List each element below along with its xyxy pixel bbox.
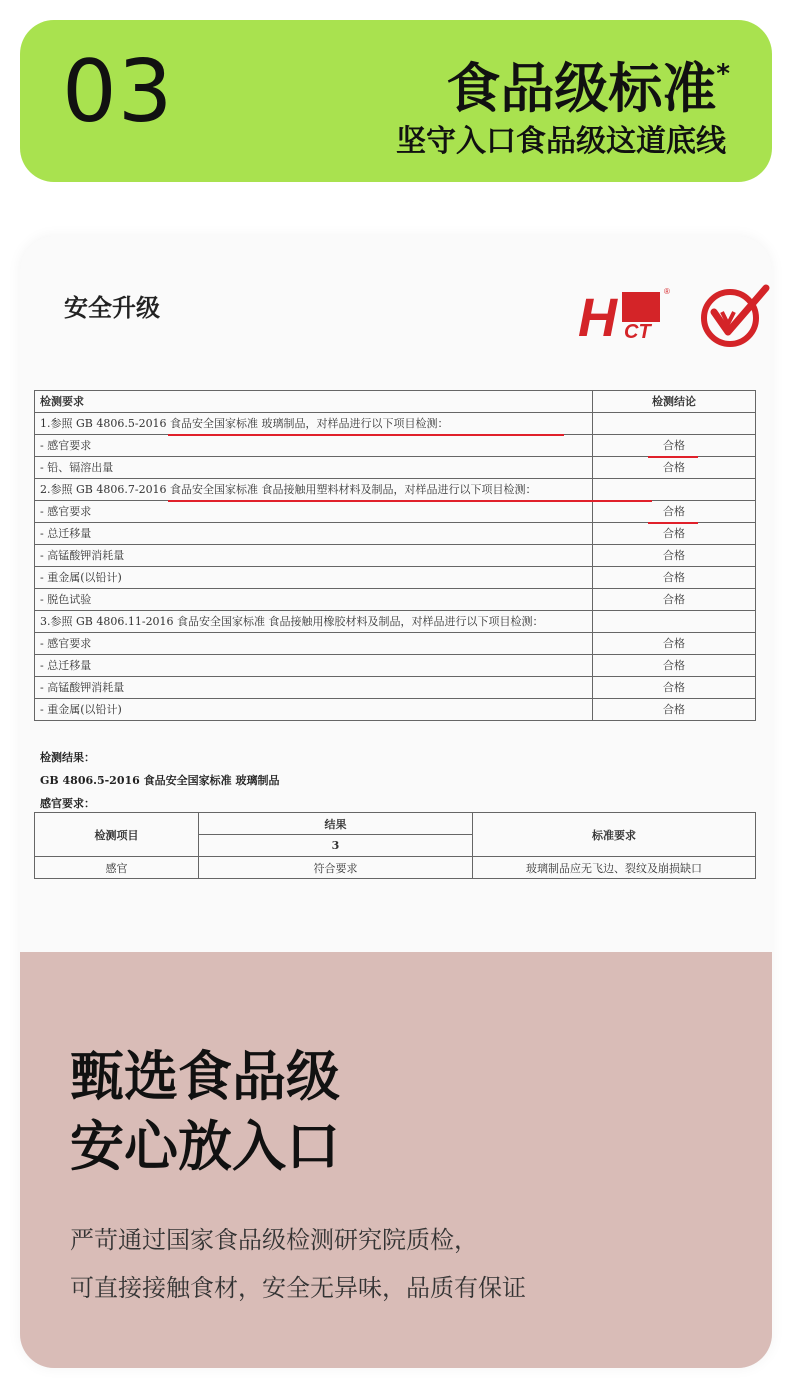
notes-line: GB 4806.5-2016 食品安全国家标准 玻璃制品 — [40, 774, 280, 787]
row-result: 合格 — [593, 435, 756, 457]
row-result: 合格 — [593, 567, 756, 589]
report-heading: 安全升级 — [64, 294, 160, 322]
check-logo-icon — [696, 282, 770, 350]
row-item: - 总迁移量 — [35, 523, 593, 545]
row-item: - 感官要求 — [35, 501, 593, 523]
row-item: - 脱色试验 — [35, 589, 593, 611]
row-result: 合格 — [593, 589, 756, 611]
row-item: - 高锰酸钾消耗量 — [35, 677, 593, 699]
row-result: 合格 — [593, 523, 756, 545]
section-number: 03 — [62, 42, 174, 142]
highlight-underline — [168, 500, 652, 502]
row-item: - 总迁移量 — [35, 655, 593, 677]
row-result: 合格 — [593, 457, 756, 479]
table-row — [35, 457, 756, 479]
row-item: - 感官要求 — [35, 435, 593, 457]
row-item: 2.参照 GB 4806.7-2016 食品安全国家标准 食品接触用塑料材料及制品，对样品进行以下项目检测： — [35, 479, 593, 501]
highlight-underline — [168, 434, 564, 436]
row-result: 合格 — [593, 699, 756, 721]
svg-text:H: H — [578, 288, 617, 344]
header-banner — [20, 20, 772, 182]
row-result: 合格 — [593, 655, 756, 677]
row-result — [593, 611, 756, 633]
table-row — [35, 633, 756, 655]
table-row — [35, 589, 756, 611]
header-cell-result: 检测结论 — [593, 391, 756, 413]
svg-text:CT: CT — [624, 321, 651, 343]
row-item: 1.参照 GB 4806.5-2016 食品安全国家标准 玻璃制品，对样品进行以下项目检测： — [35, 413, 593, 435]
col-result-subheader: 3 — [199, 835, 473, 857]
result-table — [34, 812, 756, 879]
hct-logo-icon — [578, 284, 676, 344]
row-item: - 铅、镉溶出量 — [35, 457, 593, 479]
row-item-cell: 感官 — [35, 857, 199, 879]
table-row — [35, 435, 756, 457]
table-row — [35, 413, 756, 435]
row-result: 合格 — [593, 633, 756, 655]
test-report — [20, 236, 772, 952]
row-result-cell: 符合要求 — [199, 857, 473, 879]
table-row — [35, 699, 756, 721]
table-row — [35, 611, 756, 633]
content-card — [20, 236, 772, 1368]
panel-title — [70, 1042, 340, 1182]
row-item: - 高锰酸钾消耗量 — [35, 545, 593, 567]
col-result-header: 结果 — [199, 813, 473, 835]
table-row — [35, 677, 756, 699]
header-title-text: 食品级标准 — [446, 57, 717, 120]
notes-line: 检测结果： — [40, 751, 95, 764]
table-row — [35, 479, 756, 501]
panel-desc-line: 严苛通过国家食品级检测研究院质检， — [70, 1226, 478, 1254]
panel-description — [70, 1216, 526, 1312]
header-title — [446, 48, 730, 121]
highlight-underline — [648, 456, 698, 458]
notes-line: 感官要求： — [40, 797, 95, 810]
row-item: - 感官要求 — [35, 633, 593, 655]
row-result — [593, 413, 756, 435]
header-cell-item: 检测要求 — [35, 391, 593, 413]
table-row — [35, 545, 756, 567]
report-table — [34, 390, 756, 721]
row-result: 合格 — [593, 545, 756, 567]
row-standard-cell: 玻璃制品应无飞边、裂纹及崩损缺口 — [473, 857, 756, 879]
col-item-header: 检测项目 — [35, 813, 199, 857]
bottom-panel — [20, 952, 772, 1368]
row-result — [593, 479, 756, 501]
highlight-underline — [648, 522, 698, 524]
col-standard-header: 标准要求 — [473, 813, 756, 857]
result-table-row — [35, 857, 756, 879]
table-row — [35, 501, 756, 523]
table-row — [35, 655, 756, 677]
title-asterisk: * — [716, 59, 730, 89]
table-header-row — [35, 391, 756, 413]
row-item: - 重金属(以铅计) — [35, 567, 593, 589]
row-item: - 重金属(以铅计) — [35, 699, 593, 721]
header-subtitle: 坚守入口食品级这道底线 — [396, 124, 726, 159]
row-result: 合格 — [593, 677, 756, 699]
result-notes — [40, 746, 279, 815]
table-row — [35, 523, 756, 545]
table-row — [35, 567, 756, 589]
svg-text:®: ® — [664, 287, 670, 296]
panel-title-line: 甄选食品级 — [70, 1045, 340, 1108]
panel-title-line: 安心放入口 — [70, 1115, 340, 1178]
panel-desc-line: 可直接接触食材，安全无异味，品质有保证 — [70, 1274, 526, 1302]
row-item: 3.参照 GB 4806.11-2016 食品安全国家标准 食品接触用橡胶材料及制品，对样品进行以下项目检测： — [35, 611, 593, 633]
row-result: 合格 — [593, 501, 756, 523]
result-table-row — [35, 813, 756, 835]
